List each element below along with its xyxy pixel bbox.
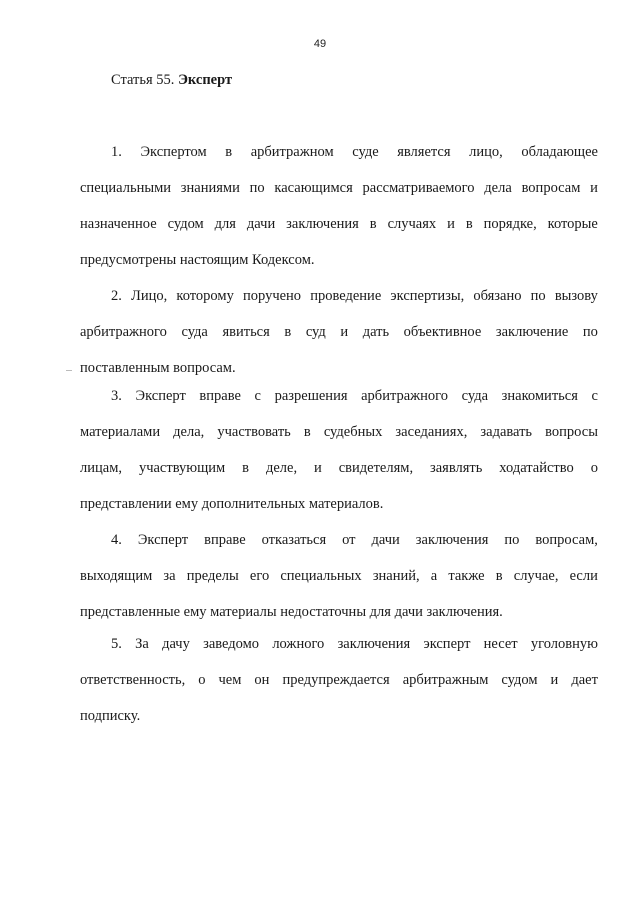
margin-mark <box>66 370 72 371</box>
paragraph-1-line-2: специальными знаниями по касающимся рассматриваемого дела вопросам и <box>80 180 598 196</box>
article-title <box>111 72 232 89</box>
paragraph-4-line-2: выходящим за пределы его специальных знаний, а также в случае, если <box>80 568 598 584</box>
paragraph-3-line-4: представлении ему дополнительных материалов. <box>80 496 384 512</box>
article-label: Статья 55. <box>111 72 175 88</box>
paragraph-5-line-1: 5. За дачу заведомо ложного заключения эксперт несет уголовную <box>111 636 598 652</box>
paragraph-4-line-1: 4. Эксперт вправе отказаться от дачи заключения по вопросам, <box>111 532 598 548</box>
paragraph-3-line-1: 3. Эксперт вправе с разрешения арбитражного суда знакомиться с <box>111 388 598 404</box>
paragraph-3-line-3: лицам, участвующим в деле, и свидетелям, заявлять ходатайство о <box>80 460 598 476</box>
paragraph-2-line-3: поставленным вопросам. <box>80 360 236 376</box>
paragraph-5-line-2: ответственность, о чем он предупреждается арбитражным судом и дает <box>80 672 598 688</box>
paragraph-4-line-3: представленные ему материалы недостаточны для дачи заключения. <box>80 604 503 620</box>
paragraph-1-line-4: предусмотрены настоящим Кодексом. <box>80 252 315 268</box>
article-heading: Эксперт <box>178 72 233 88</box>
paragraph-2-line-2: арбитражного суда явиться в суд и дать объективное заключение по <box>80 324 598 340</box>
paragraph-2-line-1: 2. Лицо, которому поручено проведение экспертизы, обязано по вызову <box>111 288 598 304</box>
paragraph-3-line-2: материалами дела, участвовать в судебных заседаниях, задавать вопросы <box>80 424 598 440</box>
paragraph-1-line-1: 1. Экспертом в арбитражном суде является лицо, обладающее <box>111 144 598 160</box>
paragraph-1-line-3: назначенное судом для дачи заключения в случаях и в порядке, которые <box>80 216 598 232</box>
paragraph-5-line-3: подписку. <box>80 708 141 724</box>
page-number: 49 <box>313 38 327 50</box>
